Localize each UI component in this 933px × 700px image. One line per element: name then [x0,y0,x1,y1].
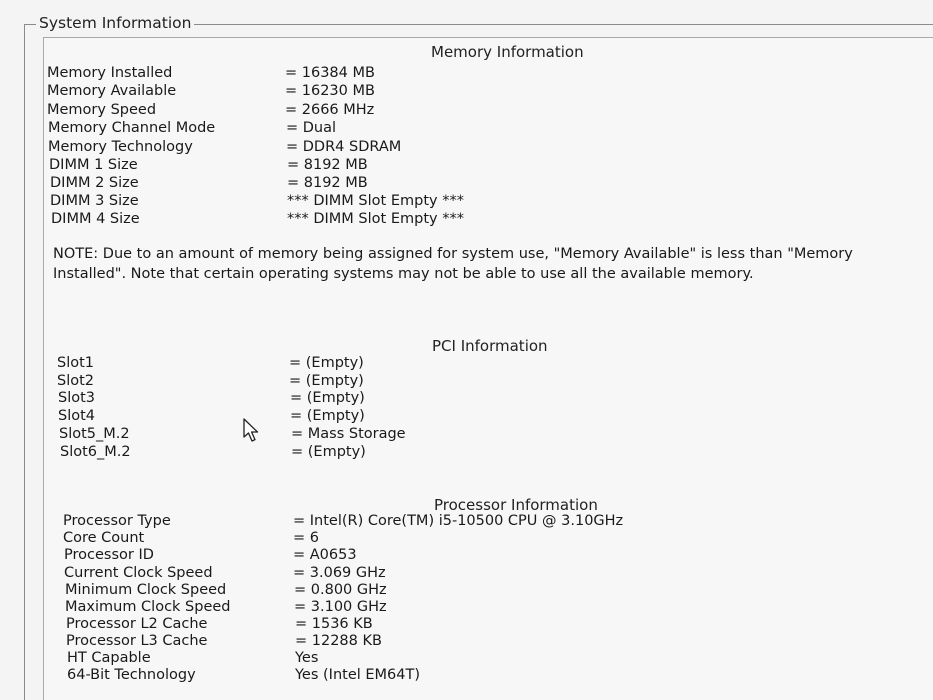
row-label: Current Clock Speed [64,565,213,581]
row-value: = 12288 KB [295,633,382,649]
row-value: Yes [295,650,319,666]
row-label: DIMM 4 Size [51,211,140,227]
row-label: Minimum Clock Speed [65,582,227,598]
row-value: = 1536 KB [295,616,373,632]
row-value: = 16384 MB [285,65,375,81]
row-value: = Dual [286,120,337,136]
row-label: Slot1 [57,355,95,371]
row-label: Slot3 [58,390,96,406]
row-label: DIMM 3 Size [50,193,139,209]
memory-note: NOTE: Due to an amount of memory being assigned for system use, "Memory Available" is less than "Memory Installed". Note that certain operating systems may not be able to use all the available memory. [53,246,853,282]
row-label: DIMM 2 Size [50,175,139,191]
row-value: = 3.100 GHz [294,599,387,615]
group-title: System Information [36,14,194,32]
row-label: HT Capable [67,650,151,666]
row-label: Memory Available [47,83,177,99]
row-value: = (Empty) [289,373,364,389]
row-value: = 3.069 GHz [293,565,386,581]
row-label: Memory Channel Mode [48,120,216,136]
row-value: = Mass Storage [291,426,406,442]
row-label: Processor ID [64,547,154,563]
row-value: = A0653 [293,547,357,563]
row-label: 64-Bit Technology [67,667,196,683]
row-label: Slot4 [58,408,96,424]
memory-section-title: Memory Information [431,43,584,61]
row-label: Maximum Clock Speed [65,599,231,615]
row-value: = (Empty) [290,390,365,406]
row-label: Slot5_M.2 [59,426,130,442]
row-value: = (Empty) [289,355,364,371]
row-value: = 2666 MHz [285,102,375,118]
row-label: Core Count [63,530,145,546]
mouse-pointer-icon [243,418,263,444]
row-label: Memory Installed [47,65,173,81]
row-label: Processor Type [63,513,171,529]
row-value: *** DIMM Slot Empty *** [287,193,464,209]
row-value: = Intel(R) Core(TM) i5-10500 CPU @ 3.10GHz [293,513,624,529]
row-label: Slot2 [57,373,95,389]
processor-section-title: Processor Information [434,496,598,514]
row-label: Processor L3 Cache [66,633,208,649]
row-value: = 16230 MB [285,83,375,99]
row-value: = 0.800 GHz [294,582,387,598]
row-value: = 6 [293,530,319,546]
row-label: Slot6_M.2 [60,444,131,460]
row-value: Yes (Intel EM64T) [295,667,421,683]
row-value: = DDR4 SDRAM [286,139,402,155]
row-value: = (Empty) [290,408,365,424]
row-value: = 8192 MB [287,175,368,191]
row-value: = (Empty) [291,444,366,460]
row-value: *** DIMM Slot Empty *** [287,211,464,227]
row-label: Memory Technology [48,139,193,155]
row-value: = 8192 MB [287,157,368,173]
row-label: DIMM 1 Size [49,157,138,173]
row-label: Processor L2 Cache [66,616,208,632]
row-label: Memory Speed [47,102,157,118]
pci-section-title: PCI Information [432,337,548,355]
